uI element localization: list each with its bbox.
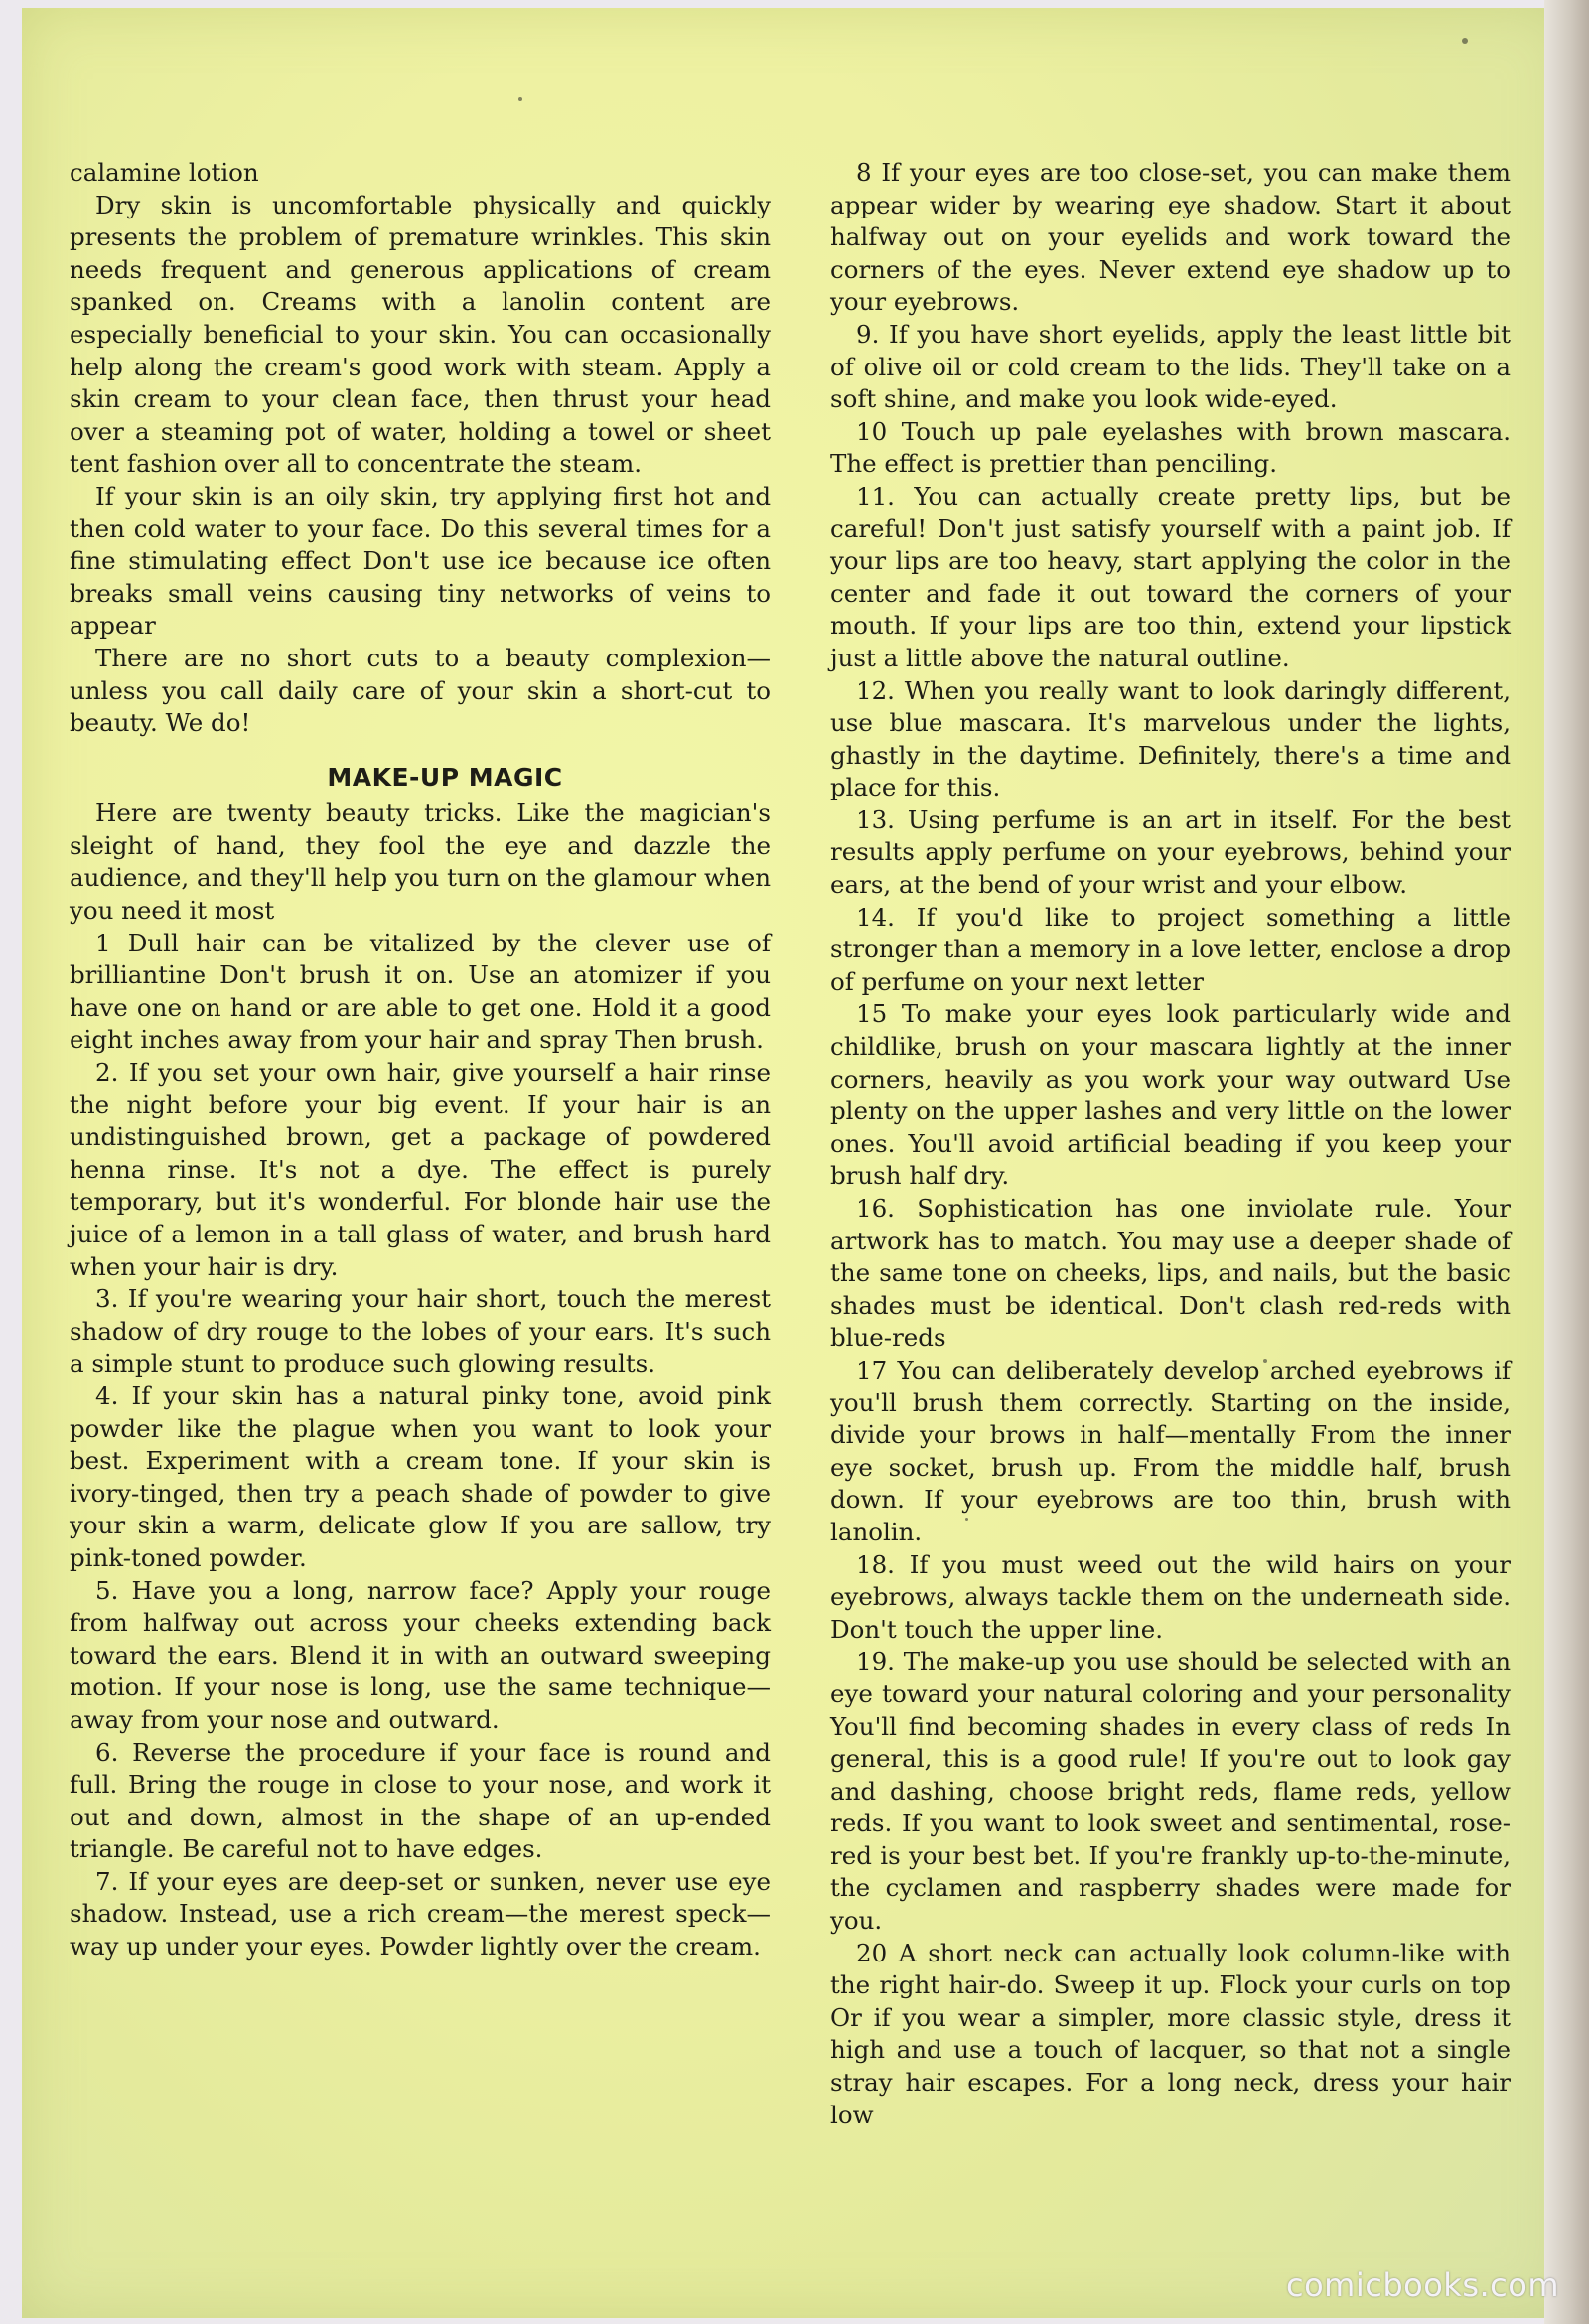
page-spine [1544, 0, 1589, 2324]
paragraph: 1 Dull hair can be vitalized by the clever use of brilliantine Don't brush it on. Use an atomizer if you have one on hand or are able to get one. Hold it a good eight inches away from your hair and spray Then brush. [70, 928, 771, 1055]
watermark: comicbooks.com [1285, 2266, 1559, 2304]
paragraph: 5. Have you a long, narrow face? Apply your rouge from halfway out across your cheeks extending back toward the ears. Blend it in with an outward sweeping motion. If your nose is long, use the same technique—away from your nose and outward. [70, 1575, 771, 1734]
paragraph: 19. The make-up you use should be selected with an eye toward your natural coloring and your personality You'll find becoming shades in every class of reds In general, this is a good rule! If you're out to look gay and dashing, choose bright reds, flame reds, yellow reds. If you want to look sweet and sentimental, rose-red is your best bet. If you're frankly up-to-the-minute, the cyclamen and raspberry shades were made for you. [830, 1647, 1511, 1936]
paragraph: 20 A short neck can actually look column-like with the right hair-do. Sweep it up. Flock your curls on top Or if you wear a simpler, more classic style, dress it high and use a touch of lacquer, so that not a single stray hair escapes. For a long neck, dress your hair low [830, 1938, 1511, 2129]
paragraph: 16. Sophistication has one inviolate rule. Your artwork has to match. You may use a deeper shade of the same tone on cheeks, lips, and nails, but the basic shades must be identical. Don't clash red-reds with blue-reds [830, 1194, 1511, 1353]
paragraph: 11. You can actually create pretty lips, but be careful! Don't just satisfy yourself with a paint job. If your lips are too heavy, start applying the color in the center and fade it out toward the corners of your mouth. If your lips are too thin, extend your lipstick just a little above the natural outline. [830, 481, 1511, 672]
paragraph: 17 You can deliberately develop arched eyebrows if you'll brush them correctly. Starting on the inside, divide your brows in half—mentally From the inner eye socket, brush up. From the middle half, brush down. If your eyebrows are too thin, brush with lanolin. [830, 1355, 1511, 1546]
paragraph: 6. Reverse the procedure if your face is round and full. Bring the rouge in close to your nose, and work it out and down, almost in the shape of an up-ended triangle. Be careful not to have edges. [70, 1737, 771, 1864]
paragraph: 12. When you really want to look daringly different, use blue mascara. It's marvelous under the lights, ghastly in the daytime. Definitely, there's a time and place for this. [830, 675, 1511, 802]
paragraph: 9. If you have short eyelids, apply the least little bit of olive oil or cold cream to the lids. They'll take on a soft shine, and make you look wide-eyed. [830, 319, 1511, 414]
paragraph: calamine lotion [70, 158, 259, 187]
paragraph: 15 To make your eyes look particularly wide and childlike, brush on your mascara lightly at the inner corners, heavily as you work your way outward Use plenty on the upper lashes and very little on the lower ones. You'll avoid artificial beading if you keep your brush half dry. [830, 999, 1511, 1191]
paragraph: 2. If you set your own hair, give yourself a hair rinse the night before your big event. If your hair is an undistinguished brown, get a package of powdered henna rinse. It's not a dye. The effect is purely temporary, but it's wonderful. For blonde hair use the juice of a lemon in a tall glass of water, and brush hard when your hair is dry. [70, 1058, 771, 1281]
paragraph: 13. Using perfume is an art in itself. For the best results apply perfume on your eyebrows, behind your ears, at the bend of your wrist and your elbow. [830, 804, 1511, 900]
paragraph: 18. If you must weed out the wild hairs on your eyebrows, always tackle them on the underneath side. Don't touch the upper line. [830, 1549, 1511, 1644]
paragraph: 14. If you'd like to project something a little stronger than a memory in a love letter, enclose a drop of perfume on your next letter [830, 902, 1511, 996]
section-heading: MAKE-UP MAGIC [327, 762, 563, 792]
paragraph: There are no short cuts to a beauty complexion—unless you call daily care of your skin a short-cut to beauty. We do! [70, 643, 771, 738]
paragraph: 3. If you're wearing your hair short, touch the merest shadow of dry rouge to the lobes of your ears. It's such a simple stunt to produce such glowing results. [70, 1284, 771, 1379]
paragraph: Here are twenty beauty tricks. Like the magician's sleight of hand, they fool the eye and dazzle the audience, and they'll help you turn on the glamour when you need it most [70, 799, 771, 926]
right-column [830, 157, 1511, 2131]
paragraph: Dry skin is uncomfortable physically and quickly presents the problem of premature wrinkles. This skin needs frequent and generous applications of cream spanked on. Creams with a lanolin content are especially beneficial to your skin. You can occasionally help along the cream's good work with steam. Apply a skin cream to your clean face, then thrust your head over a steaming pot of water, holding a towel or sheet tent fashion over all to concentrate the steam. [70, 190, 771, 479]
paragraph: 8 If your eyes are too close-set, you can make them appear wider by wearing eye shadow. Start it about halfway out on your eyelids and work toward the corners of the eyes. Never extend eye shadow up to your eyebrows. [830, 158, 1511, 317]
paragraph: 10 Touch up pale eyelashes with brown mascara. The effect is prettier than penciling. [830, 416, 1511, 479]
paragraph: 7. If your eyes are deep-set or sunken, never use eye shadow. Instead, use a rich cream—the merest speck—way up under your eyes. Powder lightly over the cream. [70, 1866, 771, 1961]
paragraph: 4. If your skin has a natural pinky tone, avoid pink powder like the plague when you want to look your best. Experiment with a cream tone. If your skin is ivory-tinged, then try a peach shade of powder to give your skin a warm, delicate glow If you are sallow, try pink-toned powder. [70, 1380, 771, 1572]
left-column [70, 157, 771, 1963]
paragraph: If your skin is an oily skin, try applying first hot and then cold water to your face. Do this several times for a fine stimulating effect Don't use ice because ice often breaks small veins causing tiny networks of veins to appear [70, 481, 771, 641]
